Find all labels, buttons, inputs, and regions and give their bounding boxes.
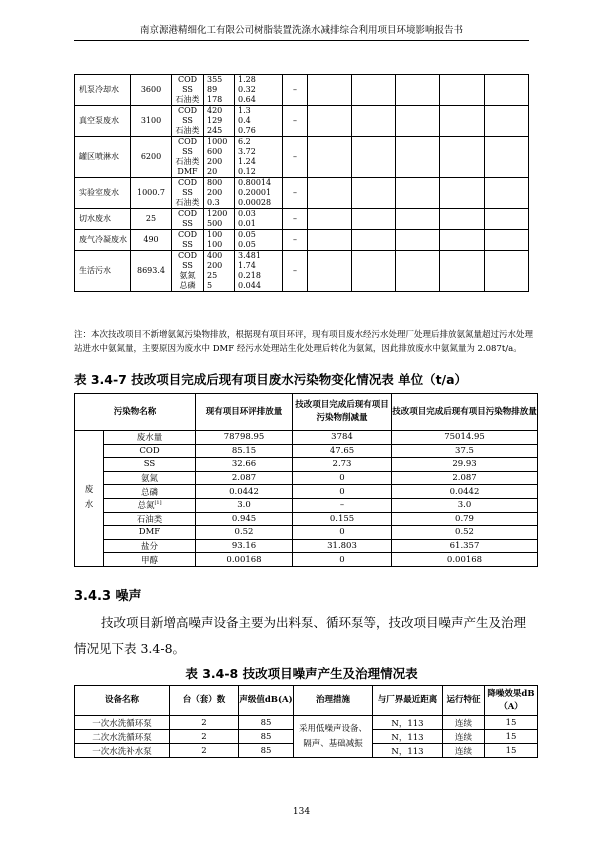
reduction-value: 47.65 [293, 444, 392, 458]
concentration-list [204, 106, 235, 137]
concentration-value: 200 [207, 188, 223, 197]
noise-reduction: 15 [485, 730, 538, 744]
concentration-value: 200 [207, 261, 223, 270]
concentration-value: 100 [207, 230, 223, 239]
load-value: 0.80014 [238, 178, 272, 187]
source-flow: 25 [131, 209, 172, 230]
pollutant-name [104, 526, 196, 540]
after-value: 0.00168 [392, 553, 538, 567]
load-list [235, 137, 283, 178]
empty-cell [308, 251, 352, 292]
table-row [75, 526, 538, 540]
pollutant-list [172, 137, 204, 178]
concentration-value: 600 [207, 147, 223, 156]
load-value: 0.12 [238, 167, 256, 176]
empty-cell [485, 178, 529, 209]
sound-level: 85 [239, 744, 294, 758]
concentration-value: 5 [207, 281, 213, 290]
sound-level: 85 [239, 730, 294, 744]
concentration-value: 200 [207, 157, 223, 166]
empty-cell [352, 137, 396, 178]
concentration-value: 129 [207, 116, 223, 125]
reduction-value: 3784 [293, 431, 392, 445]
boundary-distance: N，113 [373, 716, 443, 730]
empty-cell [396, 178, 440, 209]
pollutant-name-text: 废水量 [136, 433, 163, 444]
pollutant-name-text: SS [143, 459, 156, 470]
concentration-value: 245 [207, 126, 223, 135]
source-flow: 490 [131, 230, 172, 251]
pollutant-name [104, 458, 196, 472]
pollutant-name: SS [182, 240, 193, 249]
concentration-list [204, 75, 235, 106]
empty-cell [308, 230, 352, 251]
after-value: 0.0442 [392, 485, 538, 499]
empty-cell [308, 178, 352, 209]
pollutant-name [104, 431, 196, 445]
pollutant-list [172, 209, 204, 230]
concentration-list [204, 137, 235, 178]
boundary-distance: N，113 [373, 744, 443, 758]
pollutant-name [104, 539, 196, 553]
table-row [75, 485, 538, 499]
device-count: 2 [170, 730, 239, 744]
after-value: 2.087 [392, 471, 538, 485]
after-value: 3.0 [392, 498, 538, 512]
source-name: 生活污水 [75, 251, 131, 292]
reduction-value: 0 [293, 485, 392, 499]
group-label-text: 废水 [84, 485, 94, 511]
page-header: 南京源港精细化工有限公司树脂装置洗涤水减排综合利用项目环境影响报告书 [139, 25, 463, 36]
section-title: 噪声 [115, 589, 142, 604]
pollutant-name-text: 总氮 [137, 501, 155, 512]
pollutant-name: 氨氮 [179, 271, 196, 280]
table-row [75, 458, 538, 472]
table-row [75, 75, 529, 106]
operation-mode: 连续 [443, 744, 485, 758]
source-name: 实验室废水 [75, 178, 131, 209]
load-value: 6.2 [238, 137, 251, 146]
load-value: 0.76 [238, 126, 256, 135]
source-flow: 8693.4 [131, 251, 172, 292]
load-value: 0.01 [238, 219, 256, 228]
pollutant-name: COD [177, 230, 198, 239]
pollutant-list [172, 75, 204, 106]
pollutant-list [172, 251, 204, 292]
empty-cell [396, 137, 440, 178]
load-value: 0.044 [238, 281, 261, 290]
dash-cell: – [283, 137, 308, 178]
pollutant-name [104, 498, 196, 512]
source-name: 废气冷凝废水 [75, 230, 131, 251]
reduction-value: 0 [293, 553, 392, 567]
empty-cell [396, 251, 440, 292]
pollutant-name: 总磷 [179, 281, 196, 290]
dash-cell: – [283, 230, 308, 251]
table-note: 注：本次技改项目不新增氨氮污染物排放，根据现有项目环评，现有项目废水经污水处理厂处理后排放氨氮量超过污水处理站进水中氨氮量，主要原因为废水中 DMF 经污水处理站生化处理后转化为氨氮，因此排放废水中氨氮量为 2.087t/a。 [74, 330, 534, 354]
col-header-after: 技改项目完成后现有项目污染物排放量 [392, 394, 538, 431]
table-row [75, 444, 538, 458]
device-count: 2 [170, 716, 239, 730]
dash-cell: – [283, 209, 308, 230]
empty-cell [308, 137, 352, 178]
empty-cell [352, 106, 396, 137]
pollutant-name-text: 盐分 [140, 542, 158, 553]
source-name: 机泵冷却水 [75, 75, 131, 106]
noise-header-mode: 运行特征 [443, 686, 485, 716]
after-value: 29.93 [392, 458, 538, 472]
empty-cell [485, 209, 529, 230]
device-name: 二次水洗循环泵 [75, 730, 170, 744]
col-header-existing: 现有项目环评排放量 [196, 394, 293, 431]
pollutant-name-text: 总磷 [140, 487, 158, 498]
load-list [235, 75, 283, 106]
reduction-value: – [293, 498, 392, 512]
pollutant-name: COD [177, 209, 198, 218]
pollutant-name: SS [182, 261, 193, 270]
dash-cell: – [283, 106, 308, 137]
concentration-value: 0.3 [207, 198, 220, 207]
empty-cell [485, 106, 529, 137]
dash-cell: – [283, 251, 308, 292]
concentration-value: 20 [207, 167, 218, 176]
after-value: 61.357 [392, 539, 538, 553]
source-flow: 3100 [131, 106, 172, 137]
concentration-value: 1200 [207, 209, 228, 218]
concentration-value: 178 [207, 95, 223, 104]
after-value: 37.5 [392, 444, 538, 458]
col-header-reduction: 技改项目完成后现有项目污染物削减量 [293, 394, 392, 431]
load-value: 0.4 [238, 116, 251, 125]
empty-cell [485, 137, 529, 178]
existing-value: 0.0442 [196, 485, 293, 499]
table-row [75, 106, 529, 137]
noise-header-device: 设备名称 [75, 686, 170, 716]
table-3-4-8-caption: 表 3.4-8 技改项目噪声产生及治理情况表 [185, 666, 418, 681]
device-name: 一次水洗循环泵 [75, 716, 170, 730]
table-row [75, 230, 529, 251]
load-list [235, 251, 283, 292]
empty-cell [440, 230, 485, 251]
concentration-list [204, 251, 235, 292]
empty-cell [440, 209, 485, 230]
source-name: 切水废水 [75, 209, 131, 230]
sound-level: 85 [239, 716, 294, 730]
page-number: 134 [292, 807, 311, 817]
table-row [75, 553, 538, 567]
empty-cell [440, 106, 485, 137]
concentration-value: 1000 [207, 137, 228, 146]
pollutant-name [104, 512, 196, 526]
after-value: 75014.95 [392, 431, 538, 445]
empty-cell [396, 230, 440, 251]
concentration-list [204, 209, 235, 230]
pollutant-name [104, 485, 196, 499]
empty-cell [352, 209, 396, 230]
table-row [75, 431, 538, 445]
load-value: 3.72 [238, 147, 256, 156]
pollutant-name: DMF [177, 167, 198, 176]
pollutant-list [172, 230, 204, 251]
load-value: 1.3 [238, 106, 251, 115]
table-3-4-7-caption: 表 3.4-7 技改项目完成后现有项目废水污染物变化情况表 单位（t/a） [74, 372, 468, 387]
empty-cell [485, 251, 529, 292]
empty-cell [440, 75, 485, 106]
pollutant-name [104, 444, 196, 458]
pollutant-list [172, 106, 204, 137]
empty-cell [396, 75, 440, 106]
source-flow: 1000.7 [131, 178, 172, 209]
group-label [75, 431, 104, 567]
table-row [75, 137, 529, 178]
existing-value: 85.15 [196, 444, 293, 458]
noise-header-count: 台（套）数 [170, 686, 239, 716]
operation-mode: 连续 [443, 716, 485, 730]
load-value: 0.05 [238, 240, 256, 249]
concentration-list [204, 230, 235, 251]
pollutant-name-text: DMF [138, 527, 161, 538]
load-value: 0.218 [238, 271, 261, 280]
empty-cell [440, 137, 485, 178]
load-value: 1.74 [238, 261, 256, 270]
empty-cell [352, 230, 396, 251]
pollutant-name: SS [182, 188, 193, 197]
header-rule [74, 40, 529, 41]
source-flow: 6200 [131, 137, 172, 178]
wastewater-source-table [74, 74, 529, 292]
section-number: 3.4.3 [74, 589, 112, 604]
table-row [75, 512, 538, 526]
pollutant-name: COD [177, 137, 198, 146]
reduction-value: 2.73 [293, 458, 392, 472]
concentration-value: 800 [207, 178, 223, 187]
source-name: 真空泵废水 [75, 106, 131, 137]
noise-reduction: 15 [485, 716, 538, 730]
concentration-value: 89 [207, 85, 218, 94]
table-row [75, 178, 529, 209]
reduction-value: 31.803 [293, 539, 392, 553]
empty-cell [352, 75, 396, 106]
table-row [75, 209, 529, 230]
noise-table [74, 685, 538, 758]
pollutant-name: 石油类 [175, 198, 200, 207]
pollutant-name [104, 471, 196, 485]
noise-reduction: 15 [485, 744, 538, 758]
table-row [75, 498, 538, 512]
concentration-value: 25 [207, 271, 218, 280]
load-value: 0.20001 [238, 188, 272, 197]
load-value: 0.00028 [238, 198, 272, 207]
concentration-value: 420 [207, 106, 223, 115]
load-value: 1.28 [238, 75, 256, 84]
load-list [235, 230, 283, 251]
device-count: 2 [170, 744, 239, 758]
pollutant-name-text: 石油类 [136, 514, 163, 525]
after-value: 0.79 [392, 512, 538, 526]
empty-cell [396, 106, 440, 137]
load-value: 0.05 [238, 230, 256, 239]
load-value: 0.64 [238, 95, 256, 104]
pollutant-name: 石油类 [175, 95, 200, 104]
pollutant-name-text: 甲醇 [140, 555, 158, 566]
pollutant-name: SS [182, 219, 193, 228]
existing-value: 32.66 [196, 458, 293, 472]
existing-value: 0.00168 [196, 553, 293, 567]
empty-cell [352, 251, 396, 292]
table-row [75, 471, 538, 485]
empty-cell [308, 106, 352, 137]
pollutant-name-text: COD [139, 445, 160, 456]
load-list [235, 209, 283, 230]
treatment-measure: 采用低噪声设备、隔声、基础减振 [294, 716, 373, 758]
section-heading [74, 585, 142, 604]
existing-value: 0.52 [196, 526, 293, 540]
pollutant-name: COD [177, 75, 198, 84]
existing-value: 2.087 [196, 471, 293, 485]
empty-cell [396, 209, 440, 230]
concentration-value: 400 [207, 251, 223, 260]
existing-value: 78798.95 [196, 431, 293, 445]
noise-header-distance: 与厂界最近距离 [373, 686, 443, 716]
concentration-value: 355 [207, 75, 223, 84]
table-row [75, 539, 538, 553]
pollutant-name: COD [177, 178, 198, 187]
empty-cell [440, 178, 485, 209]
load-value: 3.481 [238, 251, 261, 260]
load-list [235, 178, 283, 209]
after-value: 0.52 [392, 526, 538, 540]
empty-cell [485, 230, 529, 251]
boundary-distance: N，113 [373, 730, 443, 744]
noise-header-level: 声级值dB(A) [239, 686, 294, 716]
pollutant-name: 石油类 [175, 157, 200, 166]
pollutant-name: COD [177, 106, 198, 115]
concentration-value: 500 [207, 219, 223, 228]
pollutant-name: SS [182, 116, 193, 125]
empty-cell [440, 251, 485, 292]
device-name: 一次水洗补水泵 [75, 744, 170, 758]
noise-header-effect: 降噪效果dB（A） [485, 686, 538, 716]
pollutant-name [104, 553, 196, 567]
concentration-value: 100 [207, 240, 223, 249]
source-name: 罐区喷淋水 [75, 137, 131, 178]
dash-cell: – [283, 178, 308, 209]
footnote-ref: [1] [154, 500, 162, 507]
load-value: 1.24 [238, 157, 256, 166]
pollutant-name: SS [182, 147, 193, 156]
pollutant-name: 石油类 [175, 126, 200, 135]
reduction-value: 0 [293, 526, 392, 540]
empty-cell [308, 209, 352, 230]
existing-value: 93.16 [196, 539, 293, 553]
col-header-pollutant: 污染物名称 [75, 394, 196, 431]
section-paragraph: 技改项目新增高噪声设备主要为出料泵、循环泵等，技改项目噪声产生及治理情况见下表 3.4-8。 [74, 615, 527, 656]
load-value: 0.03 [238, 209, 256, 218]
empty-cell [352, 178, 396, 209]
load-value: 0.32 [238, 85, 256, 94]
existing-value: 3.0 [196, 498, 293, 512]
noise-header-measure: 治理措施 [294, 686, 373, 716]
existing-value: 0.945 [196, 512, 293, 526]
pollutant-name-text: 氨氮 [140, 474, 158, 485]
table-row [75, 251, 529, 292]
operation-mode: 连续 [443, 730, 485, 744]
reduction-value: 0.155 [293, 512, 392, 526]
wastewater-change-table [74, 393, 538, 567]
concentration-list [204, 178, 235, 209]
dash-cell: – [283, 75, 308, 106]
pollutant-list [172, 178, 204, 209]
source-flow: 3600 [131, 75, 172, 106]
pollutant-name: COD [177, 251, 198, 260]
load-list [235, 106, 283, 137]
pollutant-name: SS [182, 85, 193, 94]
reduction-value: 0 [293, 471, 392, 485]
empty-cell [485, 75, 529, 106]
empty-cell [308, 75, 352, 106]
table-row [75, 716, 538, 730]
